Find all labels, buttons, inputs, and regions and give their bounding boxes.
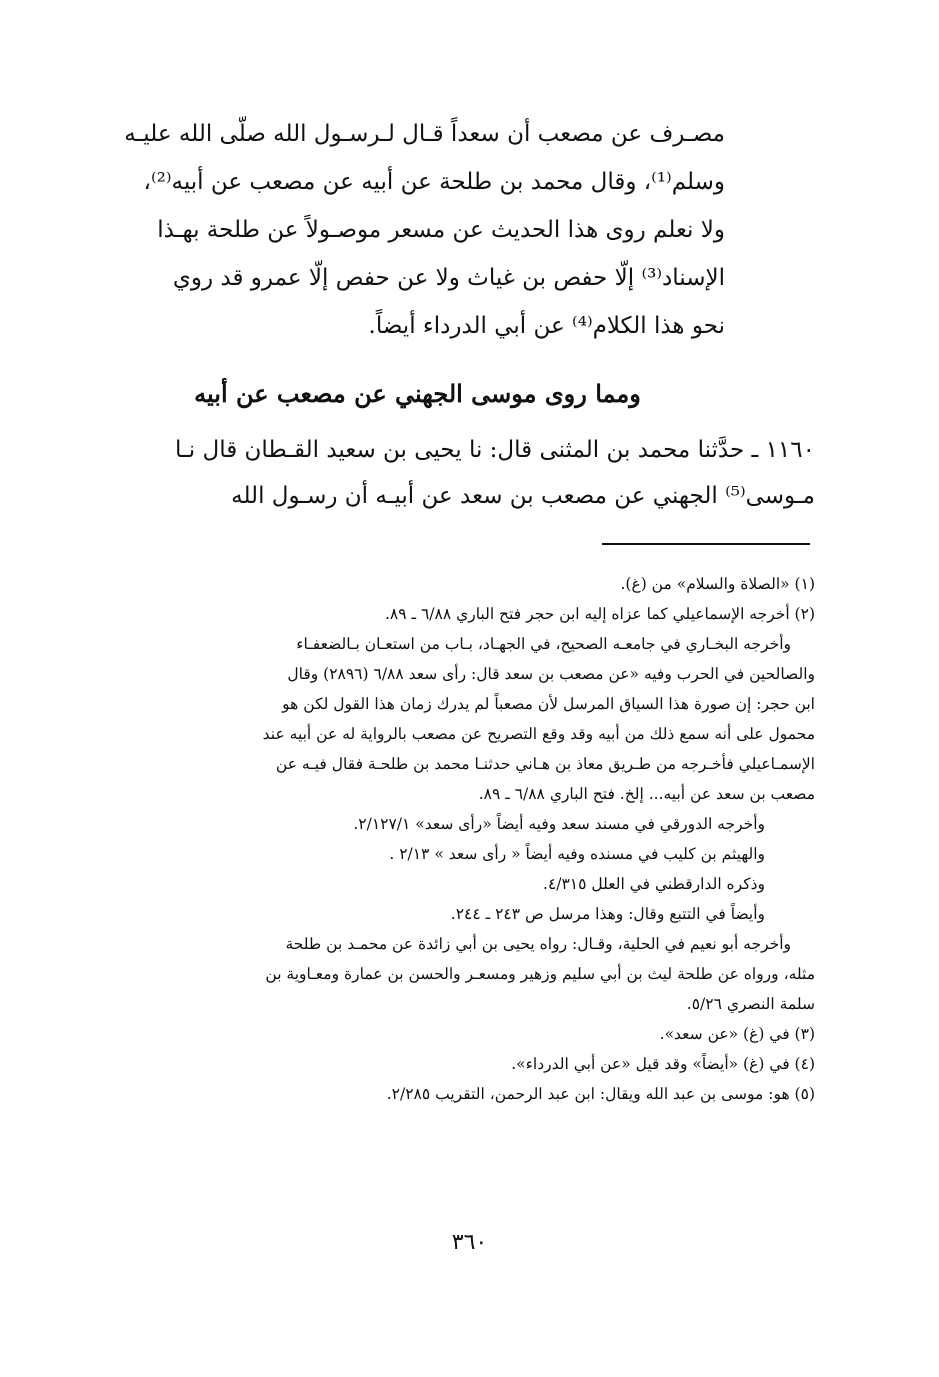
page-number: ٣٦٠ xyxy=(451,1230,488,1255)
main-text-line: الإسناد⁽³⁾ إلّا حفص بن غياث ولا عن حفص إلّا عمرو قد روي xyxy=(172,265,725,291)
footnote-line: مصعب بن سعد عن أبيه... إلخ. فتح الباري ٦/٨٨ ـ ٨٩. xyxy=(478,785,815,803)
footnote-line: والهيثم بن كليب في مسنده وفيه أيضاً « رأى سعد » ٢/١٣ . xyxy=(389,845,765,863)
main-text-block xyxy=(110,110,725,350)
footnotes-block xyxy=(110,569,815,1109)
main-text-line: ولا نعلم روى هذا الحديث عن مسعر موصـولاً عن طلحة بهـذا xyxy=(157,217,725,243)
main-text-line: نحو هذا الكلام⁽⁴⁾ عن أبي الدرداء أيضاً. xyxy=(368,313,725,339)
hadith-line: ١١٦٠ ـ حدَّثنا محمد بن المثنى قال: نا يحيى بن سعيد القـطان قال نـا xyxy=(175,437,815,463)
hadith-line: مـوسى⁽⁵⁾ الجهني عن مصعب بن سعد عن أبيـه أن رسـول الله xyxy=(231,483,815,509)
footnote-line: الإسمـاعيلي فأخـرجه من طـريق معاذ بن هـاني حدثنـا محمد بن طلحـة فقال فيـه عن xyxy=(275,755,815,773)
footnote-line: وأخرجه الدورقي في مسند سعد وفيه أيضاً «رأى سعد» ٢/١٢٧/١. xyxy=(353,815,765,833)
footnote-line: وذكره الدارقطني في العلل ٤/٣١٥. xyxy=(543,875,765,893)
footnote-line: محمول على أنه سمع ذلك من أبيه وقد وقع التصريح عن مصعب بالرواية له عن أبيه عند xyxy=(262,725,815,743)
footnote-line: (١) «الصلاة والسلام» من (غ). xyxy=(620,575,815,593)
footnote-line: (٢) أخرجه الإسماعيلي كما عزاه إليه ابن حجر فتح الباري ٦/٨٨ ـ ٨٩. xyxy=(384,605,815,623)
footnote-line: وأيضاً في التتبع وقال: وهذا مرسل ص ٢٤٣ ـ ٢٤٤. xyxy=(450,905,765,923)
main-text-line: مصـرف عن مصعب أن سعداً قـال لـرسـول الله صلّى الله عليـه xyxy=(124,121,725,147)
footnote-line: مثله، ورواه عن طلحة ليث بن أبي سليم وزهير ومسعـر والحسن بن عمارة ومعـاوية بن xyxy=(265,965,815,983)
footnote-line: (٣) في (غ) «عن سعد». xyxy=(659,1025,815,1043)
section-heading: ومما روى موسى الجهني عن مصعب عن أبيه xyxy=(194,379,641,408)
footnote-line: وأخرجه البخـاري في جامعـه الصحيح، في الجهـاد، بـاب من استعـان بـالضعفـاء xyxy=(296,635,791,653)
footnote-line: والصالحين في الحرب وفيه «عن مصعب بن سعد قال: رأى سعد ٦/٨٨ (٢٨٩٦) وقال xyxy=(287,665,815,683)
footnote-line: سلمة النصري ٥/٢٦. xyxy=(686,995,815,1013)
footnote-line: (٤) في (غ) «أيضاً» وقد قيل «عن أبي الدرداء». xyxy=(511,1055,815,1073)
footnote-divider xyxy=(602,543,810,545)
footnote-line: ابن حجر: إن صورة هذا السياق المرسل لأن مصعباً لم يدرك زمان هذا القول لكن هو xyxy=(282,695,815,713)
footnote-line: (٥) هو: موسى بن عبد الله ويقال: ابن عبد الرحمن، التقريب ٢/٢٨٥. xyxy=(386,1085,815,1103)
footnote-line: وأخرجه أبو نعيم في الحلية، وقـال: رواه يحيى بن أبي زائدة عن محمـد بن طلحة xyxy=(285,935,791,953)
main-text-line: وسلم⁽¹⁾، وقال محمد بن طلحة عن أبيه عن مصعب عن أبيه⁽²⁾، xyxy=(143,169,725,195)
hadith-block xyxy=(110,427,815,519)
